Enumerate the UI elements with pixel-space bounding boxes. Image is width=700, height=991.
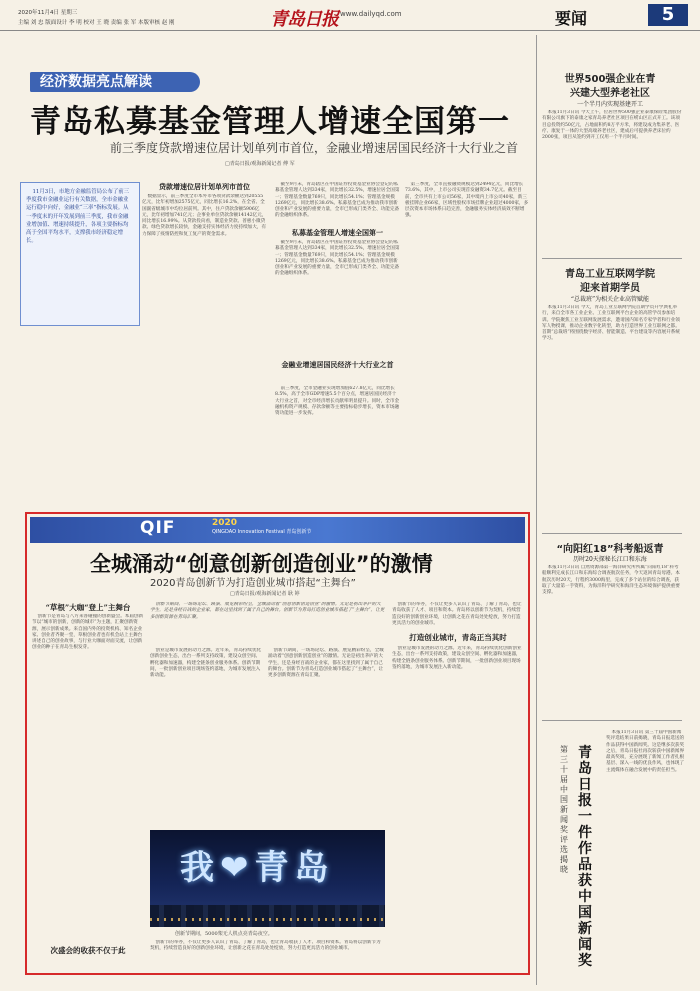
right-story2-subtitle: “总裁班”为相关企业高管赋能 bbox=[570, 296, 650, 303]
right-story1-title-line1: 世界500强企业在青 bbox=[564, 74, 656, 85]
award-title: 青岛日报一件作品获中国新闻奖 bbox=[578, 745, 592, 969]
feature-intro: 创新节期间，一场场论坛、路演、展览精彩纷呈，全城涌动着“创意创新创造创业”的激情。无论是初出茅庐的大学生，还是身经百战的企业家，都在这里找到了属于自己的舞台。创新节为青岛打造创业城市搭起了“主舞台”，让更多创新资源在青岛汇聚。 bbox=[150, 602, 385, 620]
page-number: 5 bbox=[648, 4, 688, 26]
header-date: 2020年11月4日 星期三 bbox=[18, 10, 78, 16]
drone-show-text: 我❤青岛 bbox=[180, 848, 335, 888]
right-story2-title-line2: 迎来首期学员 bbox=[580, 283, 640, 294]
main-col4-text: 第三季度，全市直接融资规模达到2494亿元，同比增长73.6%，其中，上市公司实现首发融资34.7亿元。截至目前，全市共有上市公司56家，其中境内上市公司40家，新三板挂牌企业66家，区域性股权市场挂牌企业超过4000家，多层次资本市场体系日趋完善，金融服务实体经济质效不断增强。 bbox=[405, 182, 529, 219]
award-text: 本报11月3日讯 第三十届中国新闻奖评选结果日前揭晓，青岛日报选送的作品获得中国新闻奖。这是继多次获奖之后，青岛日报社再次斩获中国新闻界最高奖项，充分展现了新闻工作者扎根基层、深入一线的优良作风，也体现了主流媒体在融合发展中的责任担当。 bbox=[606, 730, 685, 773]
feature-byline: □青岛日报/观海新闻记者 耿 婷 bbox=[230, 591, 300, 597]
right-divider-1 bbox=[542, 258, 682, 259]
feature-col1-text: 创新节是青岛与八方来客碰撞的创新盛会。本届创新节以“城市的创新，创新的城市”为主题，汇聚创新资源，展示创新成果。来自国内外的投资机构、知名企业家、创业者齐聚一堂，草根创业者也有机会站上主舞台讲述自己的创业故事，与行业大咖面对面交流，让创新创业的种子在青岛生根发芽。 bbox=[32, 614, 144, 651]
main-story-subtitle: 前三季度贷款增速位居计划单列市首位，金融业增速居国民经济十大行业之首 bbox=[110, 141, 519, 155]
main-col2-head: 私募基金管理人增速全国第一 bbox=[292, 228, 383, 237]
feature-col1-head: “草根”大咖“登上”主舞台 bbox=[45, 603, 131, 612]
right-story2-title-line1: 青岛工业互联网学院 bbox=[565, 269, 655, 280]
main-col3-head: 金融业增速居国民经济十大行业之首 bbox=[281, 360, 394, 369]
masthead-url: www.dailyqd.com bbox=[340, 10, 402, 18]
main-col2-pre: 截至9月末，青岛辖区在中国证券投资基金业协会登记的私募基金管理人达到334家，同比增长32.5%，增速位居全国第一；管理基金数量769只，同比增长54.1%；管理基金规模1269亿元，同比增长38.6%。私募基金已成为推动我市创新创业和产业发展的重要力量，全市已形成门类齐全、功能完备的金融组织体系。 bbox=[275, 182, 400, 219]
right-story3-subtitle: 历时20天探秘长江口和东海 bbox=[573, 556, 647, 563]
right-story1-subtitle: 一个半月内实现基建开工 bbox=[576, 101, 643, 108]
feature-col3-head: 打造创业城市，青岛正当其时 bbox=[409, 633, 507, 642]
feature-col4-text: 创新节的举办，不仅让更多人认识了青岛、了解了青岛，也让青岛收获了人才、项目和资本。青岛将以创新节为契机，持续营造良好的创新创业环境，让创新之花在青岛处处绽放，努力打造更具活力的创业城市。 bbox=[150, 940, 381, 952]
main-story-byline: □青岛日报/观海新闻记者 傅 军 bbox=[225, 161, 295, 167]
main-story-lead: 11月3日，市地方金融监管局公布了前三季度我市金融业运行有关数据，全市金融业运行稳中向好，金融业“三率”指标发展。从一季度末的开年发展到前三季度，我市金融业增加值、增速持续提升，各项主要指标均高于全国平均水平，支撑我市经济稳定增长。 bbox=[26, 189, 130, 245]
award-subtitle: 第三十届中国新闻奖评选揭晓 bbox=[560, 745, 568, 874]
right-story2-text: 本报11月3日讯 今天，青岛工业互联网学院首期学员开学典礼举行，来自全市各工业企业、工业互联网平台企业的高管学员参加培训。学院聚焦工业互联网发展需求，邀请国内知名专家学者和行业领军人物授课，推动企业数字化转型，助力打造世界工业互联网之都。首期“总裁班”将围绕数字经济、智能制造、平台建设等内容展开系统学习。 bbox=[542, 305, 680, 342]
main-col1-head: 贷款增速位居计划单列市首位 bbox=[159, 182, 250, 191]
feature-col3-text: 创业是城市发展的动力之源。近年来，青岛持续优化创新创业生态，出台一系列支持政策，建设众创空间、孵化器和加速器，构建全链条创业服务体系。创新节期间，一批创新创业项目现场签约落地，为城市发展注入新动能。 bbox=[392, 646, 522, 670]
main-story-banner: 经济数据亮点解读 bbox=[30, 72, 200, 92]
right-divider-3 bbox=[542, 720, 682, 721]
city-lights bbox=[150, 918, 385, 921]
main-story-title: 青岛私募基金管理人增速全国第一 bbox=[30, 104, 510, 140]
right-story1-title-line2: 兴建大型养老社区 bbox=[570, 88, 650, 99]
right-column-divider bbox=[536, 35, 537, 985]
photo-caption: 创新节期间，5000架无人机点亮青岛夜空。 bbox=[175, 931, 273, 937]
header-editors: 主编 刘 忠 版面设计 李 明 校对 王 晓 责编 张 军 本版审核 赵 刚 bbox=[18, 20, 175, 26]
city-skyline bbox=[150, 905, 385, 927]
main-col3-text: 前三季度，全市金融业实现增加值627.8亿元，同比增长8.5%，高于全市GDP增速5.5个百分点，增速居国民经济十大行业之首，对全市经济增长贡献率明显提升。同时，全市金融机构资产规模、存款余额等主要指标稳步增长，资本市场融资功能进一步发挥。 bbox=[275, 386, 400, 417]
masthead-logo: 青岛日报 bbox=[270, 9, 338, 30]
drone-show-photo bbox=[150, 830, 385, 927]
feature-col2b-text: 创新节期间，一场场论坛、路演、展览精彩纷呈，全城涌动着“创意创新创造创业”的激情。无论是初出茅庐的大学生，还是身经百战的企业家，都在这里找到了属于自己的舞台。创新节为青岛打造创业城市搭起了“主舞台”，让更多创新资源在青岛汇聚。 bbox=[268, 648, 384, 679]
main-col2-text: 截至9月末，青岛辖区在中国证券投资基金业协会登记的私募基金管理人达到334家，同比增长32.5%，增速位居全国第一；管理基金数量769只，同比增长54.1%；管理基金规模1269亿元，同比增长38.6%。私募基金已成为推动我市创新创业和产业发展的重要力量，全市已形成门类齐全、功能完备的金融组织体系。 bbox=[275, 240, 400, 277]
right-story3-title: “向阳红18”科考船返青 bbox=[556, 544, 664, 555]
feature-subtitle: 2020青岛创新节为打造创业城市搭起“主舞台” bbox=[150, 578, 356, 589]
qif-logo: QIF bbox=[140, 518, 176, 538]
section-name: 要闻 bbox=[555, 9, 588, 28]
feature-col4-head: 次盛会的收获不仅于此 bbox=[50, 946, 126, 955]
feature-title: 全城涌动“创意创新创造创业”的激情 bbox=[90, 552, 433, 576]
right-story1-text: 本报11月3日讯 今天上午，位居世界500强企业泰康保险集团股份有限公司旗下的泰康之家青岛养老社区项目在崂山区正式开工。该项目总投资约50亿元，占地面积约8万平方米，将建设成为集养老、医疗、康复于一体的大型高端养老社区，建成后可提供养老床位约2000张，项目从签约到开工仅用一个半月时间。 bbox=[542, 110, 682, 141]
feature-col2a-text: 创业是城市发展的动力之源。近年来，青岛持续优化创新创业生态，出台一系列支持政策，建设众创空间、孵化器和加速器，构建全链条创业服务体系。创新节期间，一批创新创业项目现场签约落地，为城市发展注入新动能。 bbox=[150, 648, 262, 679]
right-story3-text: 本报11月3日讯 自然资源部第一海洋研究所所属“向阳红18”科考船顺利完成长江口和东海综合调查航次任务，今天返回青岛母港。本航次历时20天，行程约3000海里，完成了多个站位的综合调查，获取了大量第一手资料，为海洋科学研究和海洋生态环境保护提供重要支撑。 bbox=[542, 565, 680, 596]
feature-col3-pre: 创新节的举办，不仅让更多人认识了青岛、了解了青岛，也让青岛收获了人才、项目和资本。青岛将以创新节为契机，持续营造良好的创新创业环境，让创新之花在青岛处处绽放，努力打造更具活力的创业城市。 bbox=[392, 602, 522, 626]
qif-festival-name: QINGDAO Innovation Festival 青岛创新节 bbox=[212, 529, 312, 535]
right-divider-2 bbox=[542, 533, 682, 534]
qif-year: 2020 bbox=[212, 518, 238, 528]
header-divider bbox=[0, 30, 700, 31]
main-col1-text: 数据显示，前三季度全市本外币各项贷款余额达到20555亿元，比年初增加2575亿元，同比增长16.2%，在全省、全国副省级城市中均位居前列。其中，住户贷款余额5906亿元，比年初增加741亿元；企事业单位贷款余额14142亿元，同比增长16.99%。从贷款投向看，制造业贷款、普惠小微贷款、绿色贷款增长较快，金融支持实体经济力度持续加大，有力保障了疫情防控和复工复产的资金需求。 bbox=[142, 194, 267, 237]
